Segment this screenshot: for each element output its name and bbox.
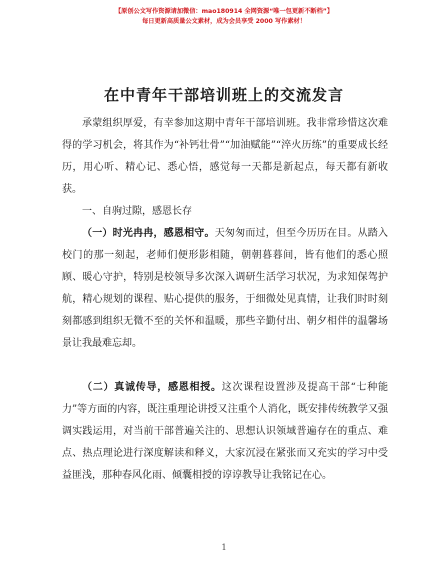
promo-banner: [0, 7, 448, 27]
paragraph-lead: （一）时光冉冉，感恩相守。: [82, 228, 215, 239]
paragraph-lead: （二）真诚传导，感恩相授。: [82, 382, 222, 393]
promo-banner-line-2: 每日更新高质量公文素材，成为会员享受 2000 写作素材！: [142, 18, 306, 25]
section-heading-text: 一、自驹过隙，感恩长存: [82, 206, 192, 217]
promo-banner-line-1: 【原创公文写作资源请加微信：mao180914 全网资源“唯一包更新不断档”】: [114, 8, 334, 15]
paragraph-text: 这次课程设置涉及提高干部“七种能力”等方面的内容，既注重理论讲授又注重个人消化，既安排传统教学又强调实践运用，对当前干部普遍关注的、思想认识领域普遍存在的重点、难点、热点理论进行深度解读和释义，大家沉浸在紧张而又充实的学习中受益匪浅，那种春风化雨、倾囊相授的谆谆教导让我铭记在心。: [62, 382, 388, 481]
paragraph-text: 承蒙组织厚爱，有幸参加这期中青年干部培训班。我非常珍惜这次难得的学习机会，将其作为“补钙壮骨”“加油赋能”“淬火历练”的重要成长经历，用心听、精心记、悉心悟，感觉每一天都是新起点，每天都有新收获。: [62, 118, 388, 195]
paragraph-intro: [62, 113, 388, 201]
page-number: 1: [221, 543, 227, 552]
paragraph-text: 天匆匆而过，但至今历历在目。从踏入校门的那一刻起，老师们便形影相随，朝朝暮暮间，皆有他们的悉心照顾、暖心守护，特别是校领导多次深入调研生活学习状况，为求知保驾护航，精心规划的课程、贴心提供的服务，于细微处见真情，让我们时时刻刻都感到组织无微不至的关怀和温暖，那些辛勤付出、朝夕相伴的温馨场景让我最难忘却。: [62, 228, 389, 349]
paragraph-point-2: [62, 377, 388, 487]
document-title: 在中青年干部培训班上的交流发言: [103, 86, 344, 104]
section-heading-1: [62, 201, 388, 223]
paragraph-point-1: [62, 223, 388, 355]
